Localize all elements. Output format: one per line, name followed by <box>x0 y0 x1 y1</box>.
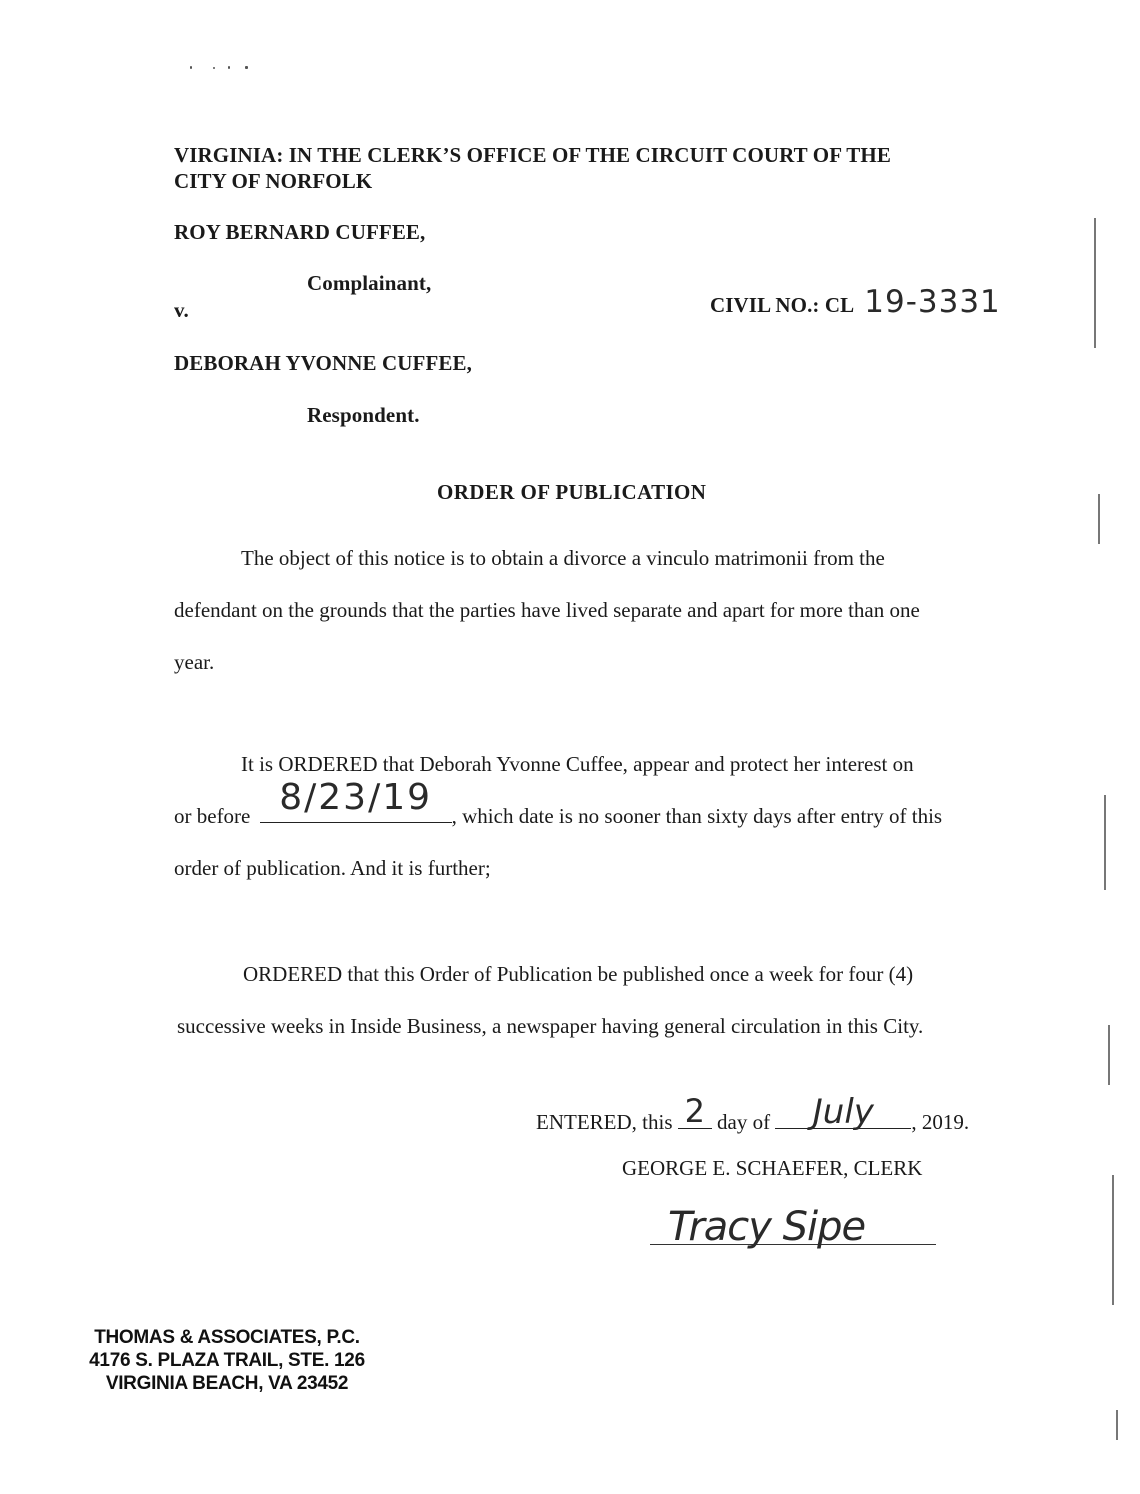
paragraph-publication-line-2: successive weeks in Inside Business, a newspaper having general circulation in this City. <box>177 1014 924 1038</box>
stamp-line-2: 4176 S. PLAZA TRAIL, STE. 126 <box>89 1350 365 1371</box>
entered-suffix: , 2019. <box>911 1110 970 1134</box>
stamp-line-3: VIRGINIA BEACH, VA 23452 <box>105 1373 349 1394</box>
document-title: ORDER OF PUBLICATION <box>437 480 707 504</box>
scan-speck <box>228 66 230 69</box>
response-date-suffix: , which date is no sooner than sixty days after entry of this <box>451 804 943 828</box>
paragraph-publication <box>177 948 923 1052</box>
paragraph-ordered <box>174 738 942 894</box>
paragraph-ordered-line-2 <box>174 777 943 842</box>
scan-speck <box>190 66 192 69</box>
paragraph-ordered-line-3: order of publication. And it is further; <box>174 856 491 880</box>
or-before-label: or before <box>174 804 251 828</box>
scan-edge-mark <box>1116 1410 1118 1440</box>
scan-edge-mark <box>1108 1025 1110 1085</box>
paragraph-object <box>174 532 920 688</box>
paragraph-object-line-1: The object of this notice is to obtain a divorce a vinculo matrimonii from the <box>241 546 885 570</box>
response-date-field <box>260 777 452 823</box>
paragraph-object-line-3: year. <box>174 650 215 674</box>
paragraph-publication-line-1: ORDERED that this Order of Publication be published once a week for four (4) <box>243 962 914 986</box>
law-firm-stamp <box>66 1326 388 1395</box>
scan-edge-mark <box>1094 218 1096 348</box>
civil-number-label: CIVIL NO.: CL <box>710 293 855 317</box>
scan-edge-mark <box>1098 494 1100 544</box>
entry-month-field <box>775 1092 911 1132</box>
civil-number-handwritten: 19-3331 <box>864 284 1001 320</box>
scan-edge-mark <box>1104 795 1106 890</box>
entry-month-handwritten: July <box>812 1092 874 1132</box>
paragraph-ordered-line-1: It is ORDERED that Deborah Yvonne Cuffee, appear and protect her interest on <box>241 752 914 776</box>
entered-prefix: ENTERED, this <box>536 1110 673 1134</box>
scan-edge-mark <box>1112 1175 1114 1305</box>
clerk-signature-handwritten: Tracy Sipe <box>668 1204 866 1250</box>
complainant-name: ROY BERNARD CUFFEE, <box>174 220 426 244</box>
court-heading-line-2: CITY OF NORFOLK <box>174 169 373 193</box>
clerk-name: GEORGE E. SCHAEFER, CLERK <box>622 1156 923 1180</box>
paragraph-object-line-2: defendant on the grounds that the parties have lived separate and apart for more than one <box>174 598 920 622</box>
versus-label: v. <box>174 298 189 322</box>
court-heading-line-1: VIRGINIA: IN THE CLERK’S OFFICE OF THE CIRCUIT COURT OF THE <box>174 143 891 167</box>
entry-day-handwritten: 2 <box>684 1092 705 1130</box>
scan-speck <box>213 67 215 69</box>
stamp-line-1: THOMAS & ASSOCIATES, P.C. <box>94 1327 360 1348</box>
respondent-name: DEBORAH YVONNE CUFFEE, <box>174 351 472 375</box>
complainant-role: Complainant, <box>307 271 432 295</box>
response-date-handwritten: 8/23/19 <box>279 777 433 818</box>
civil-number <box>710 284 1001 320</box>
respondent-role: Respondent. <box>307 403 420 427</box>
scan-speck <box>245 66 248 69</box>
entered-line <box>536 1092 970 1135</box>
entry-day-field <box>678 1092 712 1130</box>
entered-middle: day of <box>717 1110 771 1134</box>
court-heading <box>174 142 891 194</box>
clerk-signature <box>650 1196 936 1286</box>
